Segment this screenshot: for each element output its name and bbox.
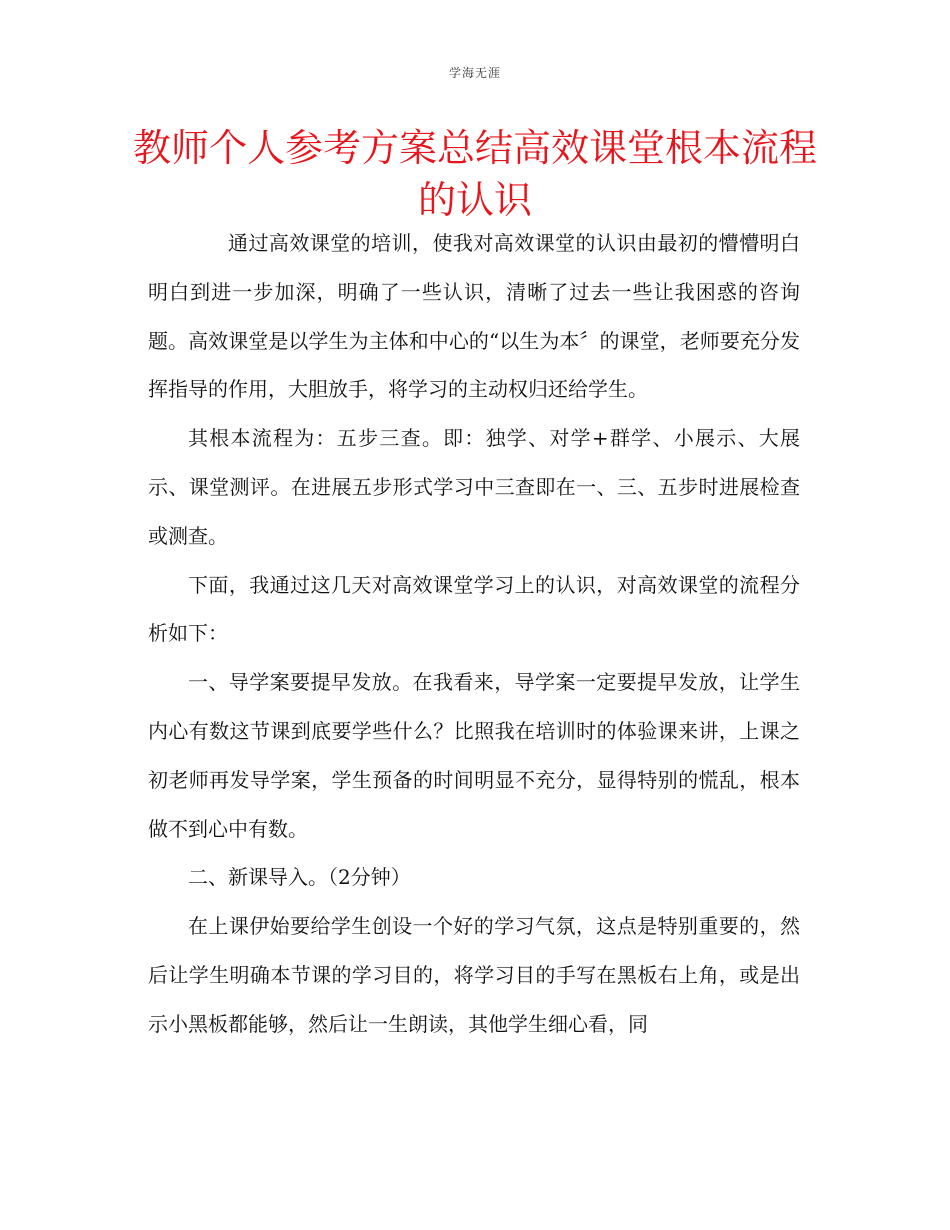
page-header: 学海无涯 [448,66,501,80]
document-body [148,219,800,1049]
paragraph-intro: 通过高效课堂的培训，使我对高效课堂的认识由最初的懵懵明白明白到进一步加深，明确了一些认识，清晰了过去一些让我困惑的咨询题。高效课堂是以学生为主体和中心的“以生为本〞的课堂，老师要充分发挥指导的作用，大胆放手，将学习的主动权归还给学生。 [148,231,800,402]
paragraph-analysis-intro: 下面，我通过这几天对高效课堂学习上的认识，对高效课堂的流程分析如下： [148,572,800,646]
paragraph-step-one: 一、导学案要提早发放。在我看来，导学案一定要提早发放，让学生内心有数这节课到底要学些什么？比照我在培训时的体验课来讲，上课之初老师再发导学案，学生预备的时间明显不充分，显得特别的慌乱，根本做不到心中有数。 [148,670,800,841]
paragraph-step-two-body: 在上课伊始要给学生创设一个好的学习气氛，这点是特别重要的，然后让学生明确本节课的学习目的，将学习目的手写在黑板右上角，或是出示小黑板都能够，然后让一生朗读，其他学生细心看，同 [148,914,800,1036]
paragraph-process: 其根本流程为：五步三查。即：独学、对学+群学、小展示、大展示、课堂测评。在进展五步形式学习中三查即在一、三、五步时进展检查或测查。 [148,426,800,548]
paragraph-step-two-heading: 二、新课导入。（2分钟） [188,865,411,890]
document-title: 教师个人参考方案总结高效课堂根本流程的认识 [132,126,817,222]
